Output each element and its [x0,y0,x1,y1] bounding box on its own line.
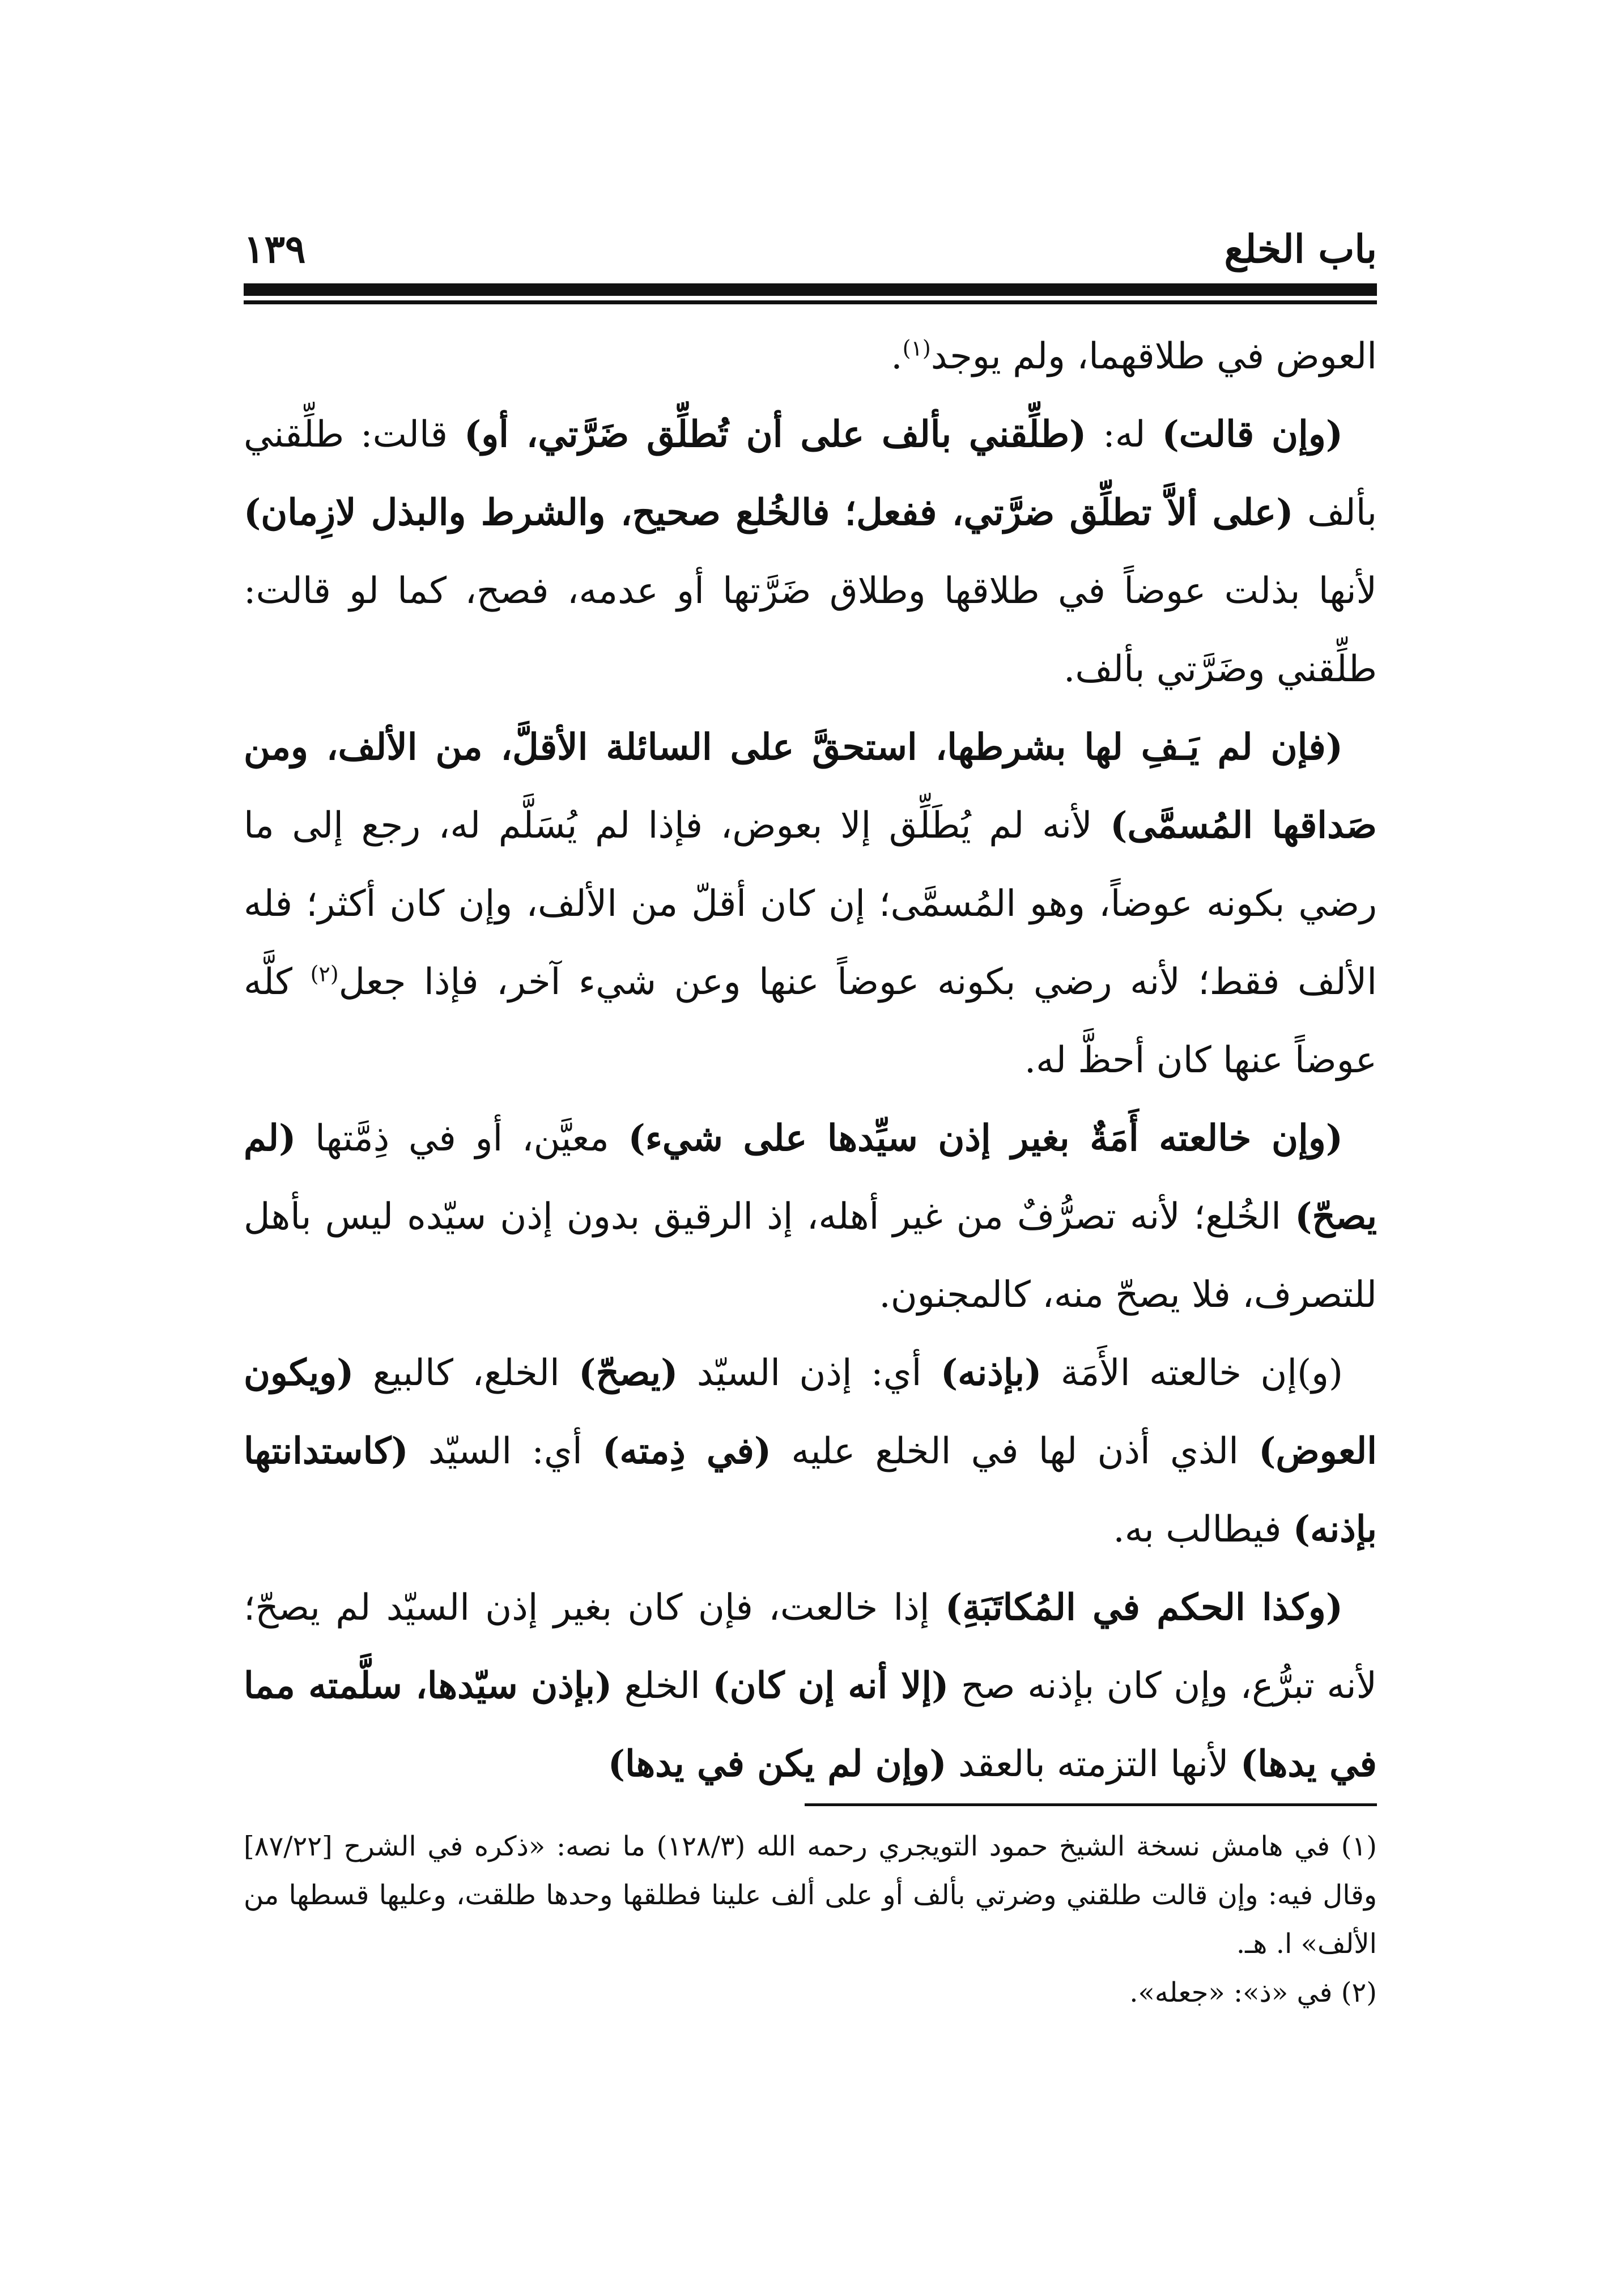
sharh-text: لأنها بذلت عوضاً في طلاقها وطلاق ضَرَّتها أو عدمه، فصح، كما لو قالت: طلِّقني وضَرَّتي بألف. [244,570,1378,690]
header-rule-thin [244,300,1377,304]
matn-text: (إلا أنه إن كان) [712,1664,949,1707]
sharh-text: الخلع [612,1665,713,1707]
footnote-number: (٢) [1341,1977,1377,2009]
sharh-text: لأنه لم يُطَلِّق إلا بعوض، فإذا لم يُسَلَّم له، رجع إلى ما رضي بكونه عوضاً، وهو المُسمَّى؛ إن كان أقلّ من الألف، وإن كان أكثر؛ فله الألف فقط؛ لأنه رضي بكونه عوضاً عنها وعن شيء آخر، فإذا جعل [244,805,1378,1003]
matn-text: (على ألاَّ تطلِّق ضرَّتي، ففعل؛ فالخُلع صحيح، والشرط والبذل لازِمان) [244,491,1294,534]
paragraph [244,396,1377,708]
paragraph [244,317,1377,396]
matn-text: (يصحّ) [579,1352,678,1394]
sharh-text: (و) [1297,1352,1344,1394]
footnote-marker: (١) [902,336,931,361]
footnote-marker: (٢) [310,961,339,987]
sharh-text: الخُلع؛ لأنه تصرُّفٌ من غير أهله، إذ الرقيق بدون إذن سيّده ليس بأهل للتصرف، فلا يصحّ منه، كالمجنون. [244,1196,1377,1316]
paragraph [244,1099,1377,1334]
sharh-text: كلَّه عوضاً عنها كان أحظَّ له. [244,961,1377,1081]
matn-text: (وإن لم يكن في يدها) [607,1743,947,1785]
running-title: باب الخلع [1224,227,1377,272]
matn-text: (وإن خالعته أَمَةٌ بغير إذن سيِّدها على شيء) [628,1117,1344,1160]
matn-text: (فإن لم يَـفِ لها بشرطها، استحقَّ على السائلة الأقلَّ، من الألف، ومن صَداقها المُسمَّى) [244,726,1378,847]
footnote-separator [805,1803,1377,1806]
sharh-text: فيطالب به. [1113,1509,1293,1551]
sharh-text: إذا خالعت، فإن كان بغير إذن السيّد لم يصحّ؛ لأنه تبرُّع، وإن كان بإذنه صح [244,1587,1378,1707]
sharh-text: معيَّن، أو في ذِمَّتها [296,1118,628,1160]
sharh-text: العوض في طلاقهما، ولم يوجد [930,336,1377,377]
sharh-text: له: [1086,414,1162,456]
matn-text: (وإن قالت) [1162,413,1344,456]
matn-text: (بإذنه) [940,1352,1042,1394]
sharh-text: الخلع، كالبيع [354,1352,579,1394]
sharh-text: أي: إذن السيّد [678,1352,941,1394]
paragraph [244,708,1377,1099]
sharh-text: أي: السيّد [408,1430,603,1472]
footnote-text: في هامش نسخة الشيخ حمود التويجري رحمه الله (١٢٨/٣) ما نصه: «ذكره في الشرح [٨٧/٢٢] وقال فيه: وإن قالت طلقني وضرتي بألف أو على ألف علينا فطلقها وحدها طلقت، وعليها قسطها من الألف» ا. هـ. [244,1831,1377,1960]
page-header [244,221,1377,283]
sharh-text: الذي أذن لها في الخلع عليه [771,1430,1259,1472]
sharh-text: قالت: طلِّقني بألف [244,414,1378,534]
page-number: ١٣٩ [244,227,306,272]
paragraph [244,1334,1377,1569]
footnote-text: في «ذ»: «جعله». [1129,1977,1333,2009]
matn-text: (وكذا الحكم في المُكاتَبَةِ) [945,1586,1344,1629]
paragraph [244,1569,1377,1803]
header-rule-thick [244,283,1377,296]
matn-text: (ويكون العوض) [244,1352,1378,1472]
matn-text: (في ذِمته) [602,1430,772,1472]
footnote [244,1822,1377,1968]
footnotes [244,1822,1377,2017]
sharh-text: لأنها التزمته بالعقد [946,1743,1240,1785]
main-text [244,317,1377,1803]
matn-text: (بإذن سيّدها، سلَّمته مما في يدها) [244,1664,1377,1785]
matn-text: (طلِّقني بألف على أن تُطلِّق ضَرَّتي، أو) [464,413,1087,456]
sharh-text: إن خالعته الأَمَة [1041,1352,1298,1394]
sharh-text: . [891,336,903,377]
matn-text: (كاستدانتها بإذنه) [244,1430,1377,1551]
footnote [244,1968,1377,2017]
matn-text: (لم يصحّ) [244,1117,1377,1238]
footnote-number: (١) [1341,1831,1378,1862]
